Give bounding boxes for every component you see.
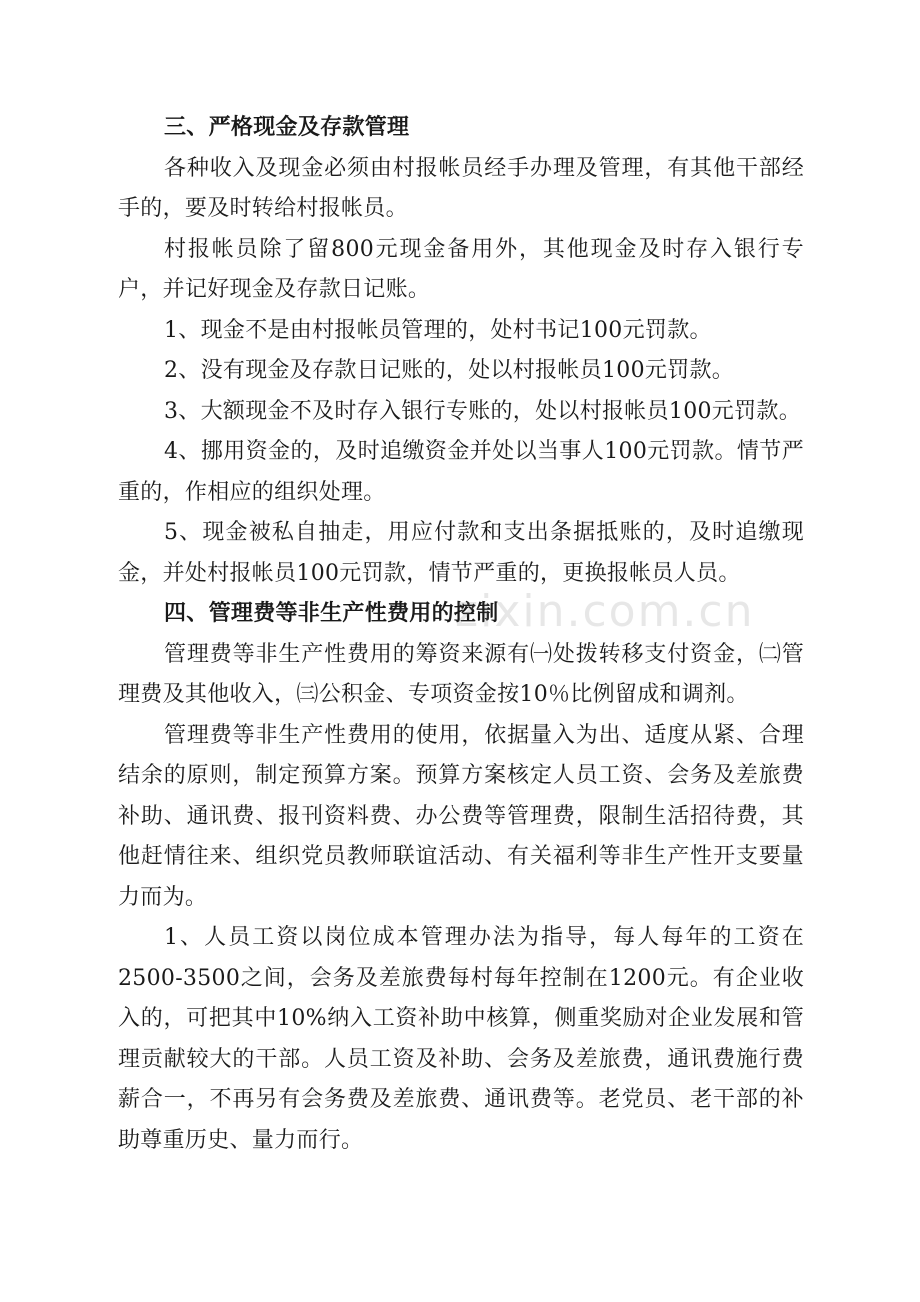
- list-item: 1、人员工资以岗位成本管理办法为指导，每人每年的工资在2500-3500之间，会务及差旅费每村每年控制在1200元。有企业收入的，可把其中10%纳入工资补助中核算，侧重奖励对企业发展和管理贡献较大的干部。人员工资及补助、会务及差旅费，通讯费施行费薪合一，不再另有会务费及差旅费、通讯费等。老党员、老干部的补助尊重历史、量力而行。: [118, 925, 804, 1153]
- list-item: 1、现金不是由村报帐员管理的，处村书记100元罚款。: [164, 317, 712, 343]
- section-heading-cash-management: 三、严格现金及存款管理: [164, 115, 410, 140]
- list-item: 4、挪用资金的，及时追缴资金并处以当事人100元罚款。情节严重的，作相应的组织处理。: [118, 439, 804, 505]
- paragraph: 村报帐员除了留800元现金备用外，其他现金及时存入银行专户，并记好现金及存款日记账。: [118, 236, 804, 302]
- watermark: zixin.com.cn: [455, 586, 755, 637]
- paragraph: 各种收入及现金必须由村报帐员经手办理及管理，有其他干部经手的，要及时转给村报帐员。: [118, 155, 804, 221]
- section-heading-management-fees: 四、管理费等非生产性费用的控制: [164, 601, 499, 626]
- paragraph: 管理费等非生产性费用的筹资来源有㈠处拨转移支付资金，㈡管理费及其他收入，㈢公积金、专项资金按10％比例留成和调剂。: [118, 641, 804, 707]
- paragraph: 管理费等非生产性费用的使用，依据量入为出、适度从紧、合理结余的原则，制定预算方案。预算方案核定人员工资、会务及差旅费补助、通讯费、报刊资料费、办公费等管理费，限制生活招待费，其他赶情往来、组织党员教师联谊活动、有关福利等非生产性开支要量力而为。: [118, 722, 804, 910]
- list-item: 5、现金被私自抽走，用应付款和支出条据抵账的，及时追缴现金，并处村报帐员100元罚款，情节严重的，更换报帐员人员。: [118, 520, 804, 586]
- list-item: 3、大额现金不及时存入银行专账的，处以村报帐员100元罚款。: [164, 398, 801, 424]
- list-item: 2、没有现金及存款日记账的，处以村报帐员100元罚款。: [164, 358, 735, 383]
- document-body: [118, 108, 804, 1161]
